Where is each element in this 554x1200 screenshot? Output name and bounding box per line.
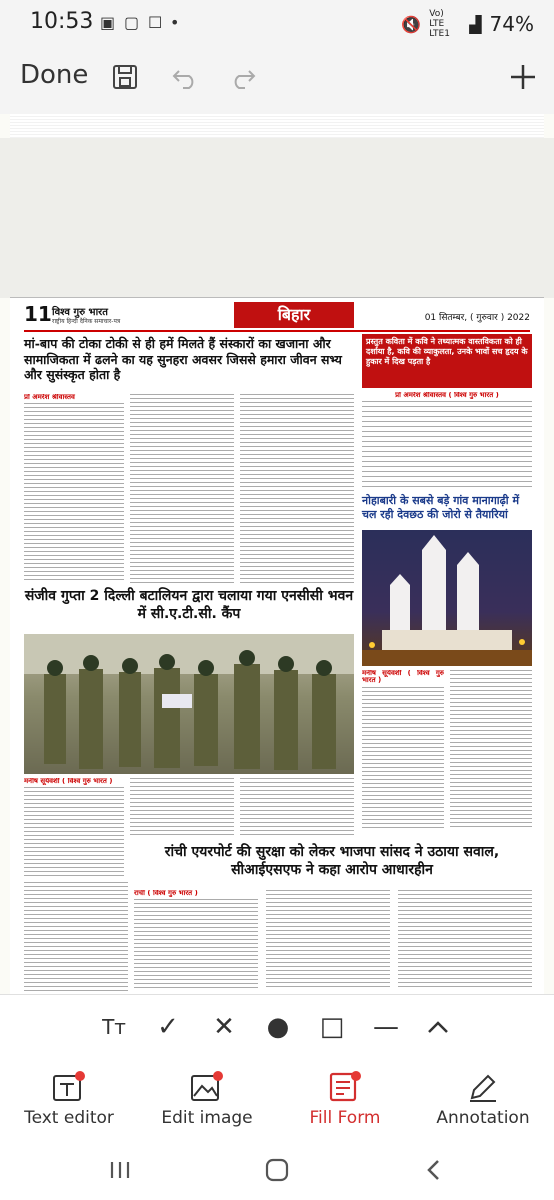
- add-icon[interactable]: [508, 62, 538, 92]
- article-5-col-1: [134, 890, 258, 990]
- newspaper-page: [10, 297, 544, 994]
- square-icon[interactable]: □: [319, 1012, 345, 1042]
- section-label: बिहार: [234, 302, 354, 328]
- text-lines: [24, 403, 124, 583]
- headline-2: प्रस्तुत कविता में कवि ने तथ्यात्मक वास्तविकता को ही दर्शाया है, कवि की व्याकुलता, उनके भावों सच हृदय के हुकार में दिख पड़ता है: [366, 337, 528, 366]
- top-toolbar: [0, 42, 554, 114]
- tab-fill-form[interactable]: [276, 1056, 414, 1140]
- text-lines: [134, 899, 258, 989]
- headline-4: नोहाबारी के सबसे बड़े गांव मानागाढ़ी में चल रही देवछठ की जोरो से तैयारियां: [362, 494, 520, 521]
- notification-icon: ▢: [124, 13, 140, 32]
- text-lines: [362, 401, 532, 491]
- article-5-byline: रांची ( विश्व गुरु भारत ): [134, 890, 198, 897]
- article-2-body: [362, 392, 532, 492]
- article-5-col-2: [266, 890, 390, 990]
- notification-icon: ▣: [100, 13, 116, 32]
- headline-2-box: [362, 334, 532, 388]
- temple-graphic: [362, 530, 532, 666]
- mute-icon: 🔇: [401, 14, 422, 34]
- fill-form-toolbar: [0, 994, 554, 1057]
- dot-icon[interactable]: ●: [266, 1012, 290, 1042]
- article-1-col-2: [130, 394, 234, 584]
- text-lines: [24, 787, 124, 877]
- previous-page-snippet: [10, 114, 544, 138]
- tab-annotation[interactable]: [414, 1056, 552, 1140]
- text-lines: [266, 890, 390, 990]
- page-gap: [0, 138, 554, 298]
- masthead: [24, 302, 530, 332]
- signal-icon: ▟: [469, 14, 482, 34]
- headline-5: रांची एयरपोर्ट की सुरक्षा को लेकर भाजपा सांसद ने उठाया सवाल, सीआईएसएफ ने कहा आरोप आधारहीन: [164, 844, 500, 878]
- tab-label: Annotation: [436, 1108, 530, 1128]
- article-4-col-2: [450, 670, 532, 830]
- system-nav-bar: [0, 1140, 554, 1200]
- back-icon[interactable]: [414, 1156, 454, 1184]
- tab-label: Edit image: [161, 1108, 253, 1128]
- status-right-group: [401, 9, 534, 39]
- text-lines: [240, 394, 354, 584]
- text-lines: [240, 778, 354, 838]
- check-icon[interactable]: ✓: [157, 1012, 179, 1042]
- article-3-col-3: [240, 778, 354, 838]
- text-lines: [130, 778, 234, 838]
- issue-date: 01 सितम्बर, ( गुरुवार ) 2022: [424, 313, 530, 323]
- done-button[interactable]: Done: [20, 60, 89, 90]
- cross-icon[interactable]: ✕: [213, 1012, 235, 1042]
- temple-photo: [362, 530, 532, 666]
- text-editor-icon: [52, 1070, 86, 1108]
- text-lines: [362, 687, 444, 830]
- article-1-col-3: [240, 394, 354, 584]
- article-3-col-1-cont: [24, 882, 128, 992]
- undo-icon[interactable]: [170, 62, 200, 92]
- article-1-byline: प्रो अमरेश श्रीवास्तव: [24, 394, 75, 401]
- ncc-figures-graphic: [24, 634, 354, 774]
- dash-icon[interactable]: —: [373, 1012, 399, 1042]
- annotation-pen-icon: [466, 1070, 500, 1108]
- tab-label: Text editor: [24, 1108, 114, 1128]
- bottom-tabs: [0, 1056, 554, 1140]
- document-viewer[interactable]: [0, 114, 554, 994]
- text-size-icon[interactable]: Tт: [102, 1015, 126, 1039]
- chevron-up-icon[interactable]: [420, 1009, 456, 1045]
- save-icon[interactable]: [110, 62, 140, 92]
- article-4-byline: मनीष सूर्यवंशी ( विश्व गुरु भारत ): [362, 670, 444, 685]
- article-1-col-1: [24, 394, 124, 584]
- battery-label: 74%: [489, 12, 534, 36]
- tab-label: Fill Form: [309, 1108, 381, 1128]
- notification-icon: ☐: [148, 13, 163, 32]
- recent-apps-icon[interactable]: [100, 1156, 140, 1184]
- more-dot-icon: •: [170, 13, 180, 32]
- brand-subtitle: राष्ट्रीय हिन्दी दैनिक समाचार-पत्र: [52, 318, 121, 325]
- article-5-col-3: [398, 890, 532, 990]
- ncc-camp-photo: [24, 634, 354, 774]
- home-icon[interactable]: [257, 1156, 297, 1184]
- status-bar: [0, 0, 554, 42]
- tab-text-editor[interactable]: [0, 1056, 138, 1140]
- article-3-col-1: [24, 778, 124, 878]
- tab-edit-image[interactable]: [138, 1056, 276, 1140]
- fill-form-icon: [328, 1070, 362, 1108]
- text-lines: [450, 670, 532, 830]
- headline-3: संजीव गुप्ता 2 दिल्ली बटालियन द्वारा चलाया गया एनसीसी भवन में सी.ए.टी.सी. कैंप: [24, 588, 354, 622]
- redo-icon[interactable]: [228, 62, 258, 92]
- article-4-col-1: [362, 670, 444, 830]
- text-lines: [398, 890, 532, 990]
- network-label: Vo) LTE LTE1: [429, 9, 450, 39]
- brand-name: विश्व गुरु भारत: [52, 307, 108, 318]
- article-2-byline: प्रो अमरेश श्रीवास्तव ( विश्व गुरु भारत ): [395, 392, 499, 399]
- text-lines: [130, 394, 234, 584]
- edit-image-icon: [190, 1070, 224, 1108]
- page-number: 11: [24, 302, 52, 326]
- text-lines: [24, 882, 128, 992]
- status-time: 10:53: [30, 9, 94, 34]
- article-3-byline: मनीष सूर्यवंशी ( विश्व गुरु भारत ): [24, 778, 113, 785]
- headline-1: मां-बाप की टोका टोकी से ही हमें मिलते हैं संस्कारों का खजाना और सामाजिकता में ढलने का यह सुनहरा अवसर जिससे हमारा जीवन सभ्य और सुसंस्कृत होता है: [24, 336, 342, 383]
